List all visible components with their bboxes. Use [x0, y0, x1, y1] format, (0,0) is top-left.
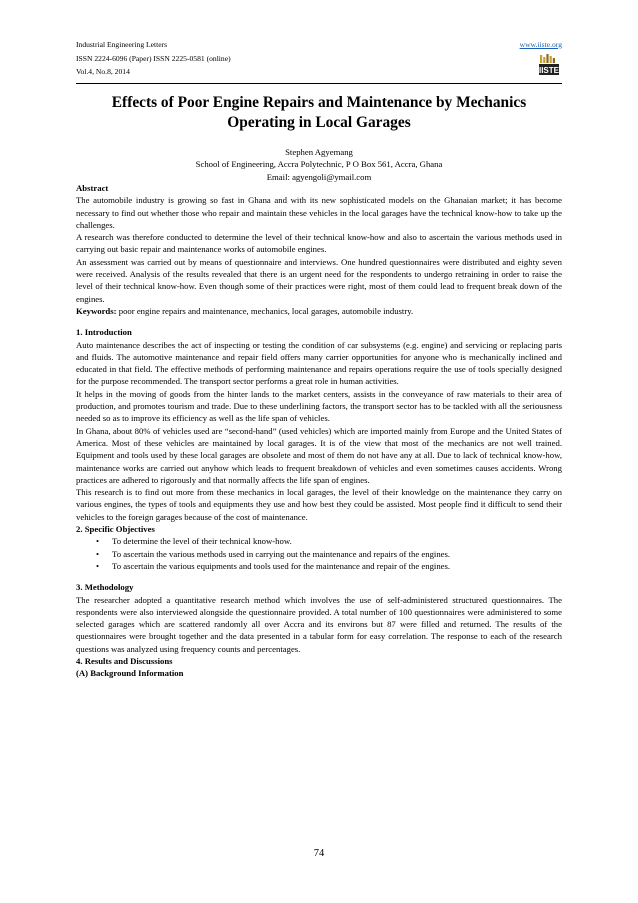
introduction-paragraph-3: In Ghana, about 80% of vehicles used are “second-hand” (used vehicles) which are imported mainly from Europe and the United States of America. Most of these vehicles are maintained by local garages. It is of the view that most of the mechanics are not well trained. Equipment and tools used by these local garages are obsolete and most of them do not have any at all. Due to lack of technical know-how, maintenance works are carried out anyhow which leads to frequent breakdown of vehicles and even sometimes causes accidents. Wrong practices are adhered to rigorously and that normally affects the life span of engines. — [76, 425, 562, 485]
keywords-label: Keywords: — [76, 305, 117, 316]
background-information-subheading: (A) Background Information — [76, 668, 184, 679]
section-gap — [76, 317, 562, 326]
journal-volume: Vol.4, No.8, 2014 — [76, 67, 130, 76]
objectives-list — [76, 535, 562, 572]
abstract-paragraph-2: A research was therefore conducted to determine the level of their technical know-how and also to ascertain the various methods used in carrying out basic repair and maintenance works of automobile engines. — [76, 232, 562, 255]
objective-item: • To determine the level of their technical know-how. — [76, 535, 562, 547]
objectives-heading: 2. Specific Objectives — [76, 524, 155, 535]
paper-title — [66, 93, 572, 133]
author-block — [66, 146, 572, 183]
author-email: Email: agyengoli@ymail.com — [266, 171, 372, 182]
iiste-logo-icon — [538, 54, 560, 76]
introduction-paragraph-2: It helps in the moving of goods from the hinter lands to the market centers, assists in the conveyance of raw materials to their area of production, and promotes tourism and trade. Due to these underlining factors, the transport sector has to be tackled with all the seriousness needed so as to improve its efficiency as well as the life span of vehicles. — [76, 388, 562, 424]
results-heading: 4. Results and Discussions — [76, 655, 173, 666]
abstract-heading: Abstract — [76, 183, 109, 193]
journal-info — [76, 38, 231, 79]
methodology-heading: 3. Methodology — [76, 582, 134, 593]
page-header — [76, 38, 562, 98]
objective-item: • To ascertain the various methods used in carrying out the maintenance and repairs of the engines. — [76, 548, 562, 560]
paper-title-line-2: Operating in Local Garages — [227, 114, 411, 131]
abstract-paragraph-1: The automobile industry is growing so fast in Ghana and with its new sophisticated models on the Ghanaian market; it has become necessary to find out whether those who repair and maintain these vehicles in the local garages have the technical know-how to take up the challenges. — [76, 195, 562, 230]
journal-issn: ISSN 2224-6096 (Paper) ISSN 2225-0581 (online) — [76, 53, 231, 63]
author-name: Stephen Agyemang — [285, 147, 353, 157]
introduction-heading: 1. Introduction — [76, 327, 132, 338]
journal-url-link[interactable]: www.iiste.org — [519, 40, 562, 49]
author-affiliation: School of Engineering, Accra Polytechnic, P O Box 561, Accra, Ghana — [195, 159, 443, 170]
paper-title-line-1: Effects of Poor Engine Repairs and Maintenance by Mechanics — [111, 94, 527, 111]
introduction-paragraph-4: This research is to find out more from these mechanics in local garages, the level of their knowledge on the maintenance they carry on various engines, the types of tools and equipments they use and how best they could be assisted. Most people find it difficult to send their vehicles to the foreign garages because of the cost of maintenance. — [76, 487, 562, 522]
keywords-line — [76, 305, 562, 317]
keywords-text: poor engine repairs and maintenance, mechanics, local garages, automobile industry. — [116, 305, 414, 316]
introduction-paragraph-1: Auto maintenance describes the act of inspecting or testing the condition of car subsystems (e.g. engine) and servicing or replacing parts and fluids. The automotive maintenance and repair field offers many carrier opportunities for anyone who is mechanically inclined and educated in that field. The effective methods of performing maintenance and repairs operations require the use of tools specially designed for the purpose recommended. The transport sector performs a great role in human activities. — [76, 339, 562, 387]
journal-name: Industrial Engineering Letters — [76, 40, 168, 49]
header-divider — [76, 83, 562, 84]
methodology-paragraph: The researcher adopted a quantitative research method which involves the use of self-administered structured questionnaires. The respondents were also interviewed alongside the questionnaire provided. A total number of 100 questionnaires were administered to some selected garages which are scattered randomly all over Accra and its environs but 87 were filled and returned. The results of the questionnaires were brought together and the data presented in a tabular form for easy correlation. The response to each of the research questions was analyzed using frequency counts and percentages. — [76, 594, 562, 654]
abstract-paragraph-3: An assessment was carried out by means of questionnaire and interviews. One hundred questionnaires were distributed and eighty seven were received. Analysis of the results revealed that there is an urgent need for the respondents to undergo retraining in order to raise the level of their technical know-how. Even though some of their practices were right, most of them could lead to frequent break down of the engines. — [76, 256, 562, 304]
section-gap — [76, 572, 562, 581]
objective-item: • To ascertain the various equipments and tools used for the maintenance and repair of the engines. — [76, 560, 562, 572]
svg-text:IISTE: IISTE — [538, 66, 560, 75]
paper-body — [76, 182, 562, 680]
page-number: 74 — [313, 848, 325, 859]
